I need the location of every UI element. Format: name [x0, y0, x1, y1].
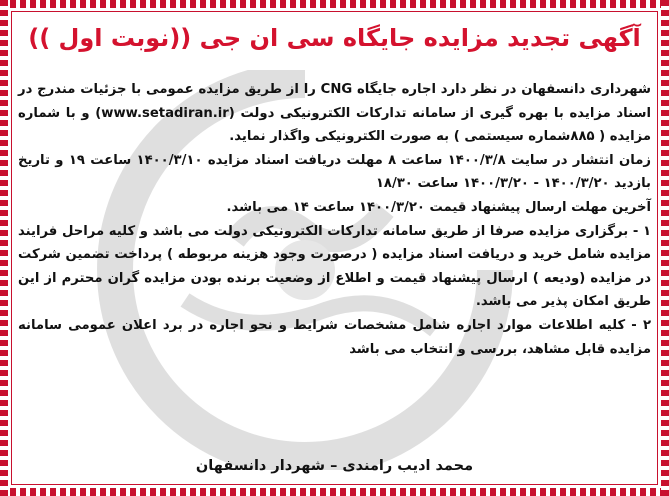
decorative-border-right	[661, 0, 669, 496]
paragraph-intro: شهرداری دانسفهان در نظر دارد اجاره جایگاه CNG را از طریق مزایده عمومی با جزئیات مندرج در اسناد مزایده با بهره گیری از سامانه تدارکات الکترونیکی دولت (www.setadiran.ir) و با شماره مزایده ( ۸۸۵شماره سیستمی ) به صورت الکترونیکی واگذار نماید.	[18, 82, 652, 145]
decorative-border-top	[0, 0, 669, 8]
notice-body	[18, 78, 651, 361]
decorative-border-bottom	[0, 488, 669, 496]
paragraph-schedule: زمان انتشار در سایت ۱۴۰۰/۳/۸ ساعت ۸ مهلت دریافت اسناد مزایده ۱۴۰۰/۳/۱۰ ساعت ۱۹ و تاریخ بازدید ۱۴۰۰/۳/۲۰ - ۱۴۰۰/۳/۲۰ ساعت ۱۸/۳۰	[18, 152, 651, 192]
paragraph-deadline: آخرین مهلت ارسال پیشنهاد قیمت ۱۴۰۰/۳/۲۰ ساعت ۱۴ می باشد.	[226, 199, 651, 215]
signature: محمد ادیب رامندی – شهردار دانسفهان	[195, 458, 474, 474]
notice-title: آگهی تجدید مزایده جایگاه سی ان جی ((نوبت اول ))	[28, 24, 641, 52]
decorative-border-left	[0, 0, 8, 496]
paragraph-clause-1: ۱ - برگزاری مزایده صرفا از طریق سامانه تدارکات الکترونیکی دولت می باشد و کلیه مراحل فرایند مزایده شامل خرید و دریافت اسناد مزایده ( درصورت وجود هزینه مربوطه ) پرداخت تضمین شرکت در مزایده (ودیعه ) ارسال پیشنهاد قیمت و اطلاع از وضعیت برنده بودن مزایده گران محترم از این طریق امکان پذیر می باشد.	[18, 223, 651, 310]
paragraph-clause-2: ۲ - کلیه اطلاعات موارد اجاره شامل مشخصات شرایط و نحو اجاره در برد اعلان عمومی سامانه مزایده قابل مشاهد، بررسی و انتخاب می باشد	[18, 317, 651, 357]
